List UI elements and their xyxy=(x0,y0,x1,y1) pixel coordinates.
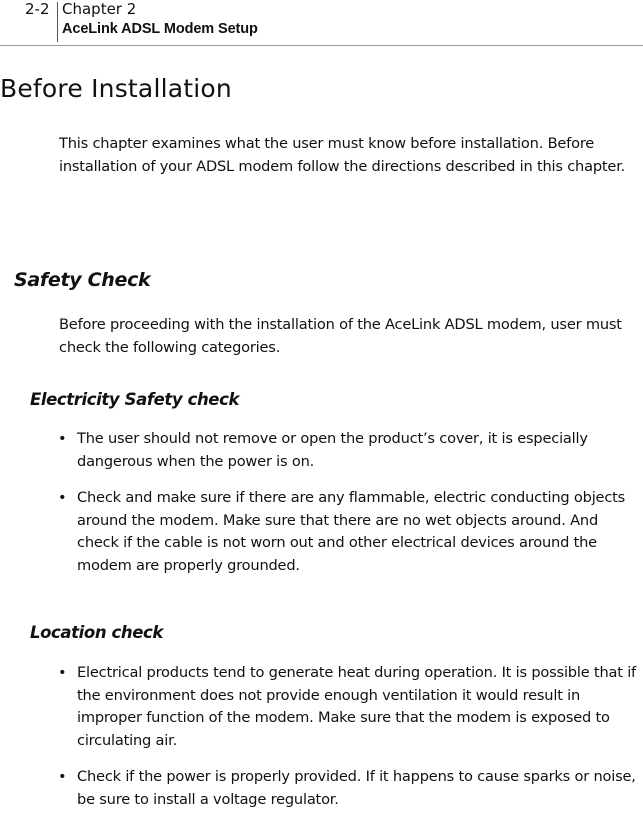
chapter-label: Chapter 2 xyxy=(62,0,137,18)
safety-intro-paragraph: Before proceeding with the installation of the AceLink ADSL modem, user must check the following categories. xyxy=(59,316,622,356)
list-item-text: The user should not remove or open the product’s cover, it is especially dangerous when the power is on. xyxy=(77,430,588,470)
list-item-text: Electrical products tend to generate heat during operation. It is possible that if the environment does not provide enough ventilation it would result in improper function of the modem. Make sure that the modem is exposed to circulating air. xyxy=(77,664,636,749)
safety-check-heading: Safety Check xyxy=(14,269,151,291)
header-rule xyxy=(0,45,643,46)
bullet-icon: • xyxy=(58,430,67,447)
list-item-text: Check if the power is properly provided. If it happens to cause sparks or noise, be sure to install a voltage regulator. xyxy=(77,768,636,808)
header-divider xyxy=(57,2,58,42)
location-check-heading: Location check xyxy=(30,623,164,642)
page-number: 2-2 xyxy=(25,0,50,18)
list-item xyxy=(58,428,643,473)
electricity-safety-heading: Electricity Safety check xyxy=(30,390,240,409)
list-item-text: Check and make sure if there are any flammable, electric conducting objects around the modem. Make sure that there are no wet objects around. And check if the cable is not worn out and other electrical devices around the modem are properly grounded. xyxy=(77,489,626,574)
bullet-icon: • xyxy=(58,768,67,785)
intro-paragraph: This chapter examines what the user must know before installation. Before installation of your ADSL modem follow the directions described in this chapter. xyxy=(59,135,626,175)
bullet-icon: • xyxy=(58,664,67,681)
chapter-subtitle: AceLink ADSL Modem Setup xyxy=(62,21,258,37)
electricity-safety-list xyxy=(58,428,643,577)
list-item xyxy=(58,662,643,752)
list-item xyxy=(58,487,643,577)
bullet-icon: • xyxy=(58,489,67,506)
list-item xyxy=(58,766,643,811)
location-check-list xyxy=(58,662,643,811)
page-title: Before Installation xyxy=(0,74,232,103)
